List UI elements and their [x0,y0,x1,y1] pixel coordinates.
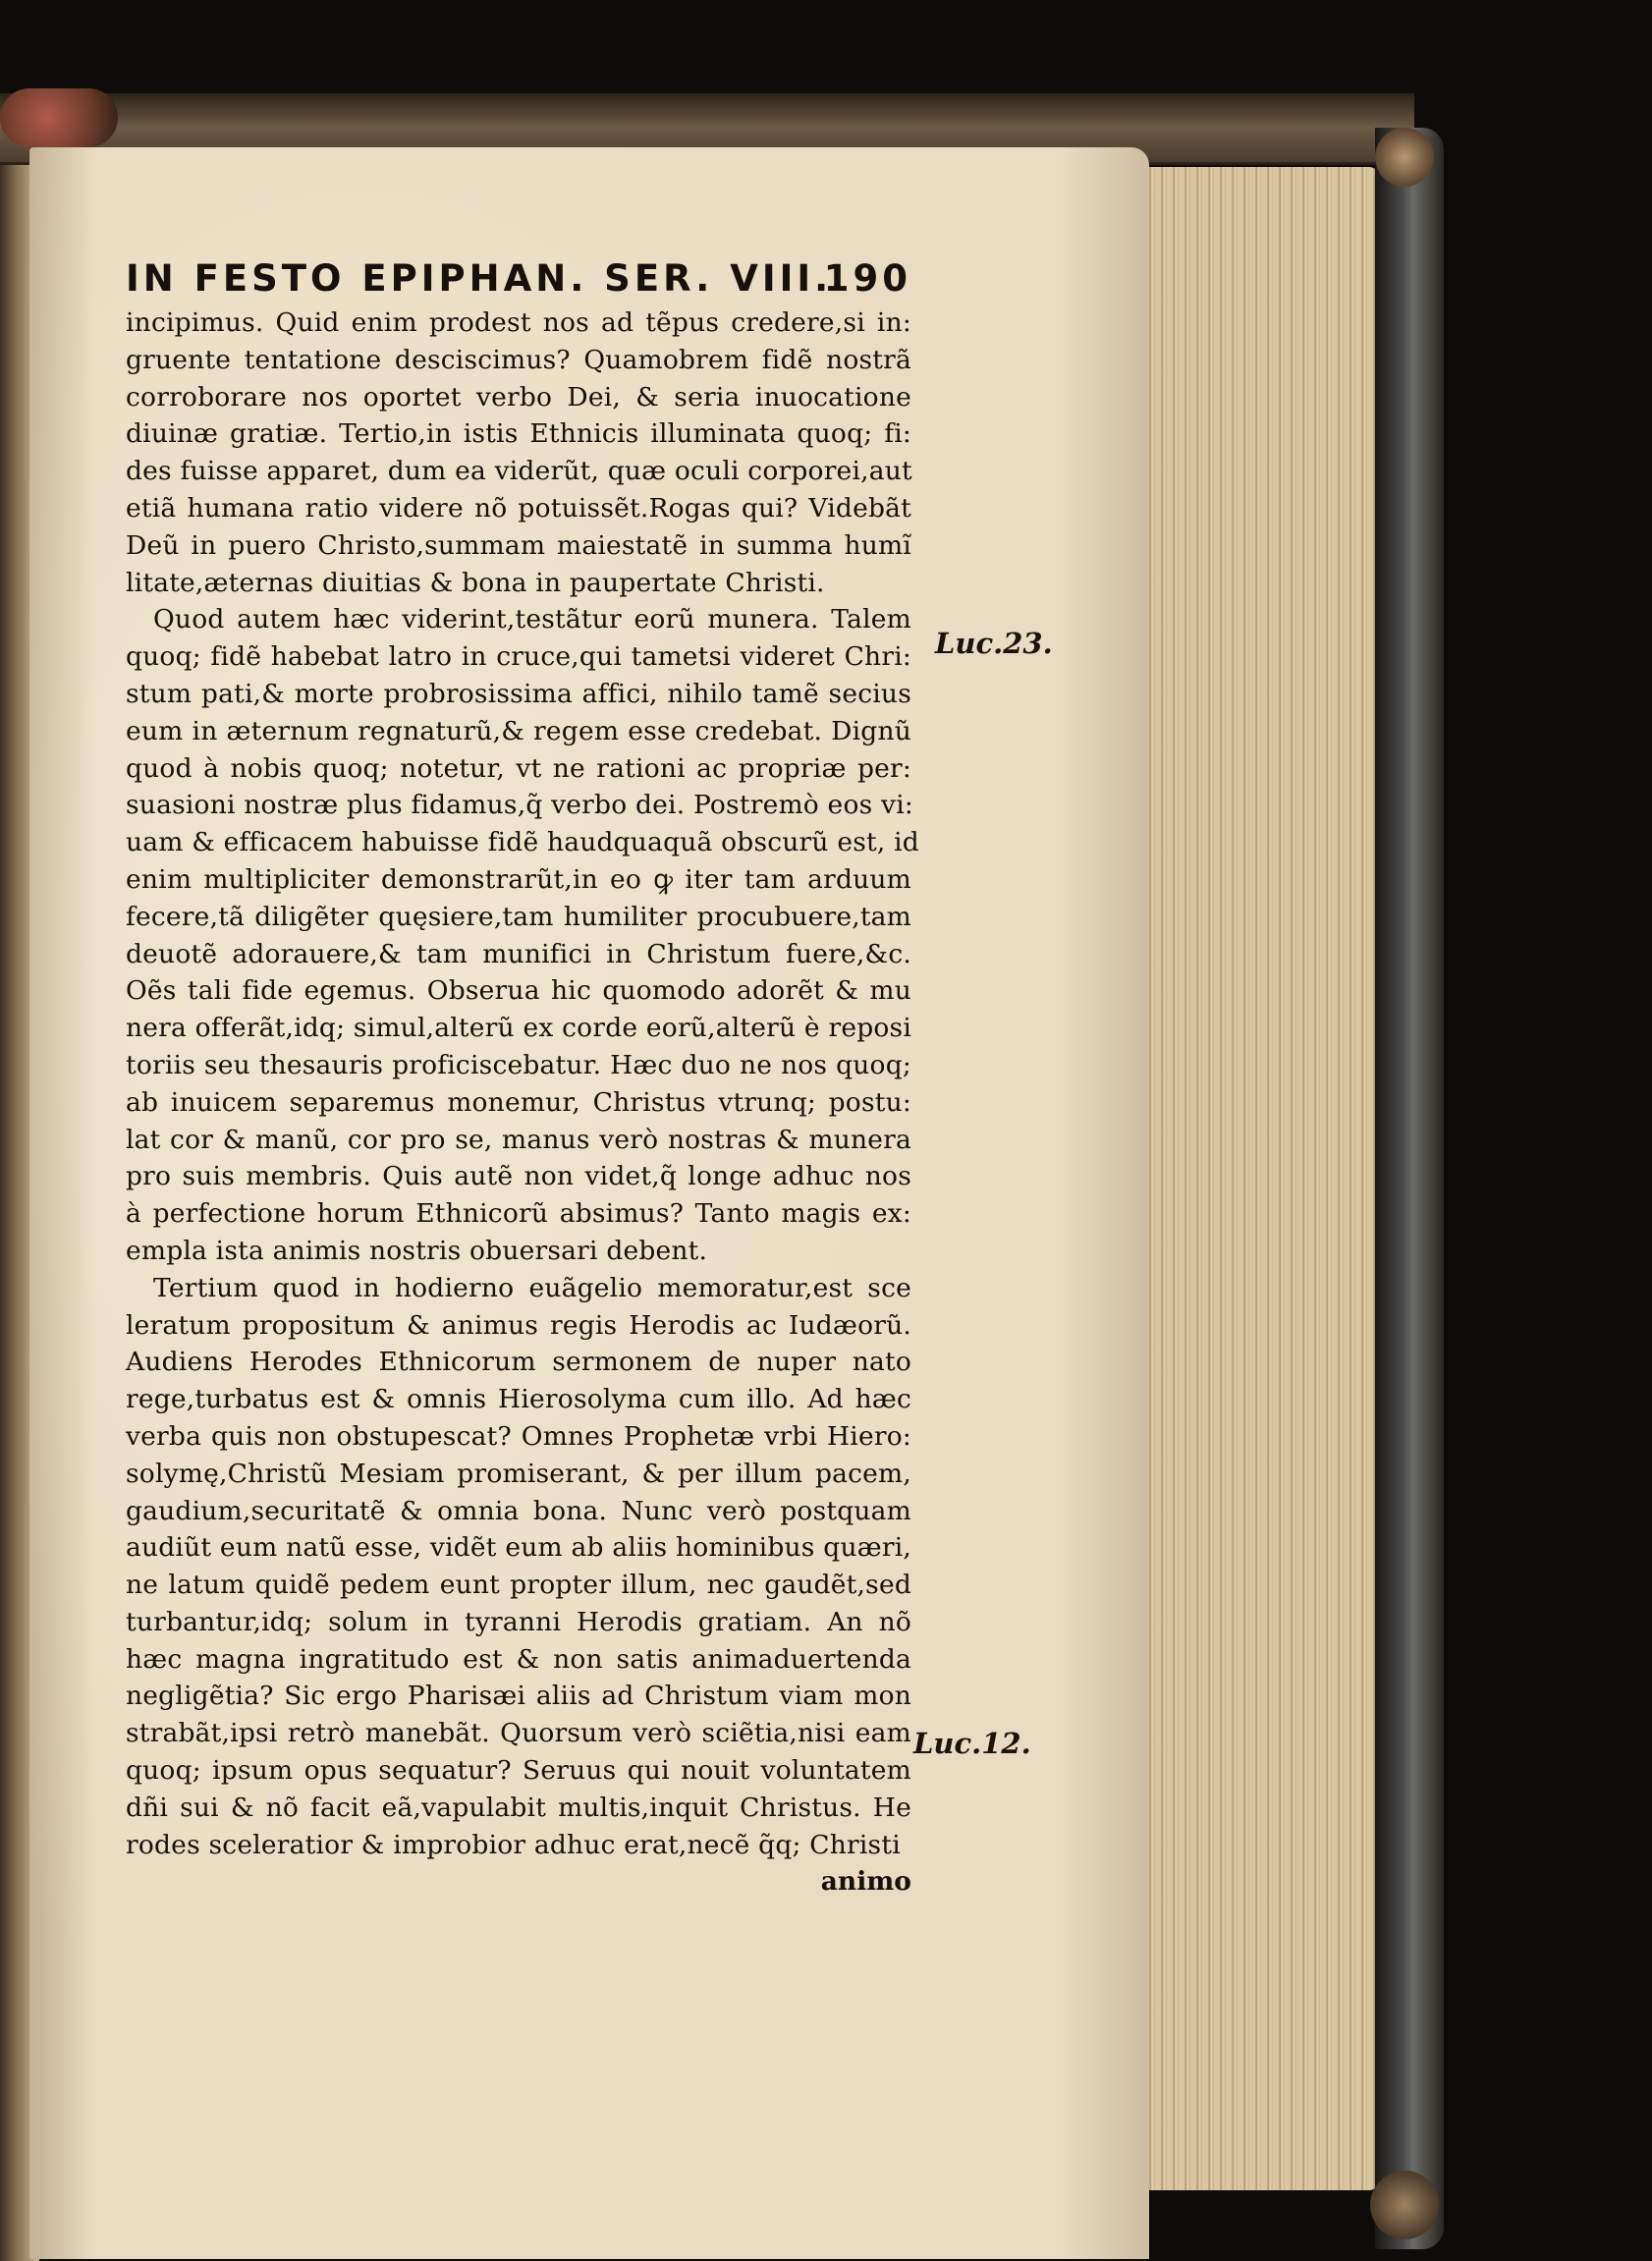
text-line: quoq; fidẽ habebat latro in cruce,qui tametsi videret Chri: [126,641,911,673]
text-line: audiũt eum natũ esse, vidẽt eum ab aliis hominibus quæri, [126,1532,911,1564]
text-line: incipimus. Quid enim prodest nos ad tẽpus credere,si in: [126,307,911,338]
text-block [126,253,919,1901]
text-line: rege,turbatus est & omnis Hierosolyma cum illo. Ad hæc [126,1384,911,1415]
text-line: rodes sceleratior & improbior adhuc erat,necẽ q̃q; Christi [126,1829,901,1860]
text-line: quoq; ipsum opus sequatur? Seruus qui nouit voluntatem [126,1755,911,1787]
text-line: gaudium,securitatẽ & omnia bona. Nunc verò postquam [126,1495,911,1526]
text-line: pro suis membris. Quis autẽ non videt,q̃ longe adhuc nos [126,1161,911,1192]
margin-note-luc-12: Luc.12. [913,1727,1031,1760]
body-text [126,304,919,1863]
margin-note-luc-23: Luc.23. [935,627,1053,660]
running-head [126,253,911,304]
text-line: lat cor & manũ, cor pro se, manus verò nostras & munera [126,1124,911,1155]
book-cover-edge [1375,128,1444,2249]
text-line: solymę,Christũ Mesiam promiserant, & per illum pacem, [126,1458,911,1489]
text-line: dñi sui & nõ facit eã,vapulabit multis,inquit Christus. He [126,1792,911,1823]
text-line: corroborare nos oportet verbo Dei, & seria inuocatione [126,381,911,413]
text-line: ab inuicem separemus monemur, Christus vtrunq; postu: [126,1086,911,1118]
text-line: Tertium quod in hodierno euãgelio memoratur,est sce [153,1272,911,1303]
running-head-title: IN FESTO EPIPHAN. SER. VIII. [126,257,833,300]
page-edges [1139,167,1379,2190]
text-line: Audiens Herodes Ethnicorum sermonem de nuper nato [126,1347,911,1378]
text-line: des fuisse apparet, dum ea viderũt, quæ oculi corporei,aut [126,456,912,487]
text-line: empla ista animis nostris obuersari debent. [126,1235,708,1266]
cover-corner-top [1375,128,1434,187]
text-line: etiã humana ratio videre nõ potuissẽt.Rogas qui? Videbãt [126,492,911,524]
text-line: verba quis non obstupescat? Omnes Prophetæ vrbi Hiero: [126,1420,911,1452]
page-number: 190 [823,257,911,300]
text-line: Oẽs tali fide egemus. Obserua hic quomodo adorẽt & mu [126,975,911,1007]
text-line: litate,æternas diuitias & bona in paupertate Christi. [126,567,825,598]
text-line: strabãt,ipsi retrò manebãt. Quorsum verò sciẽtia,nisi eam [126,1718,911,1749]
text-line: eum in æternum regnaturũ,& regem esse credebat. Dignũ [126,715,911,746]
text-line: suasioni nostræ plus fidamus,q̃ verbo dei. Postremò eos vi: [126,790,913,821]
text-line: stum pati,& morte probrosissima affici, nihilo tamẽ secius [126,678,911,709]
headband-knot [0,88,118,147]
cover-corner-bottom [1370,2171,1439,2239]
text-line: deuotẽ adorauere,& tam munifici in Christum fuere,&c. [126,938,911,969]
text-line: quod à nobis quoq; notetur, vt ne rationi ac propriæ per: [126,752,911,784]
text-line: uam & efficacem habuisse fidẽ haudquaquã obscurũ est, id [126,827,919,858]
text-line: diuinæ gratiæ. Tertio,in istis Ethnicis illuminata quoq; fi: [126,418,911,450]
text-line: nera offerãt,idq; simul,alterũ ex corde eorũ,alterũ è reposi [126,1013,911,1044]
text-line: enim multipliciter demonstrarũt,in eo ꝙ iter tam arduum [126,863,911,895]
text-line: Deũ in puero Christo,summam maiestatẽ in summa humĩ [126,529,911,561]
text-line: gruente tentatione desciscimus? Quamobrem fidẽ nostrã [126,344,911,375]
catchword: animo [820,1866,911,1898]
text-line: ne latum quidẽ pedem eunt propter illum, nec gaudẽt,sed [126,1570,911,1601]
text-line: negligẽtia? Sic ergo Pharisæi aliis ad Christum viam mon [126,1681,911,1712]
text-line: turbantur,idq; solum in tyranni Herodis gratiam. An nõ [126,1606,911,1637]
text-line: à perfectione horum Ethnicorũ absimus? Tanto magis ex: [126,1198,911,1230]
text-line: leratum propositum & animus regis Herodis ac Iudæorũ. [126,1309,911,1341]
text-line: fecere,tã diligẽter quęsiere,tam humiliter procubuere,tam [126,901,911,932]
text-line: toriis seu thesauris proficiscebatur. Hæc duo ne nos quoq; [126,1049,911,1080]
text-line: hæc magna ingratitudo est & non satis animaduertenda [126,1643,911,1675]
text-line: Quod autem hæc viderint,testãtur eorũ munera. Talem [153,604,911,635]
